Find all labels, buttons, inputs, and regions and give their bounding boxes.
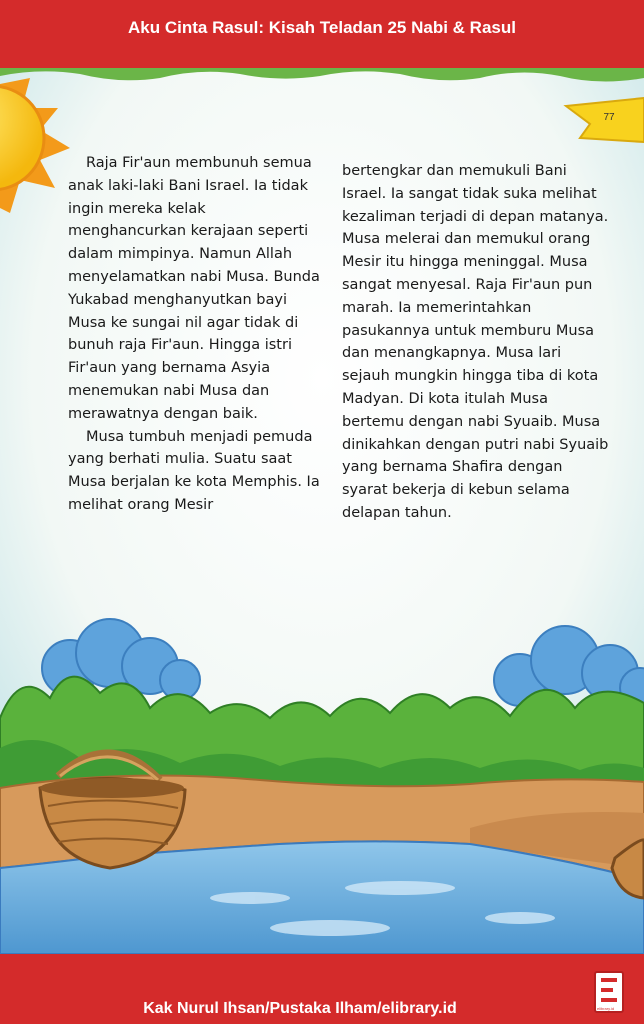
text-column-left (68, 152, 324, 517)
text-column-right (342, 160, 612, 525)
footer-credit: Kak Nurul Ihsan/Pustaka Ilham/elibrary.id (143, 1000, 457, 1017)
svg-text:elibrary.id: elibrary.id (597, 1006, 615, 1011)
elibrary-logo-icon (593, 970, 625, 1014)
book-title: Aku Cinta Rasul: Kisah Teladan 25 Nabi & Rasul (128, 18, 516, 37)
page-number: 77 (603, 112, 615, 123)
story-paragraph: Musa tumbuh menjadi pemuda yang berhati mulia. Suatu saat Musa berjalan ke kota Memphis. Ia melihat orang Mesir (68, 428, 320, 513)
story-paragraph: Raja Fir'aun membunuh semua anak laki-laki Bani Israel. Ia tidak ingin mereka kelak menghancurkan kerajaan seperti dalam mimpinya. Namun Allah menyelamatkan nabi Musa. Bunda Yukabad menghanyutkan bayi Musa ke sungai nil agar tidak di bunuh raja Fir'aun. Hingga istri Fir'aun yang bernama Asyia menemukan nabi Musa dan merawatnya dengan baik. (68, 155, 320, 422)
story-paragraph: bertengkar dan memukuli Bani Israel. Ia sangat tidak suka melihat kezaliman terjadi di depan matanya. Musa melerai dan memukul orang Mesir itu hingga meninggal. Musa sangat menyesal. Raja Fir'aun pun marah. Ia memerintahkan pasukannya untuk memburu Musa dan menangkapnya. Musa lari sejauh mungkin hingga tiba di kota Madyan. Di kota itulah Musa bertemu dengan nabi Syuaib. Musa dinikahkan dengan putri nabi Syuaib yang bernama Shafira dengan syarat bekerja di kebun selama delapan tahun. (342, 163, 609, 521)
